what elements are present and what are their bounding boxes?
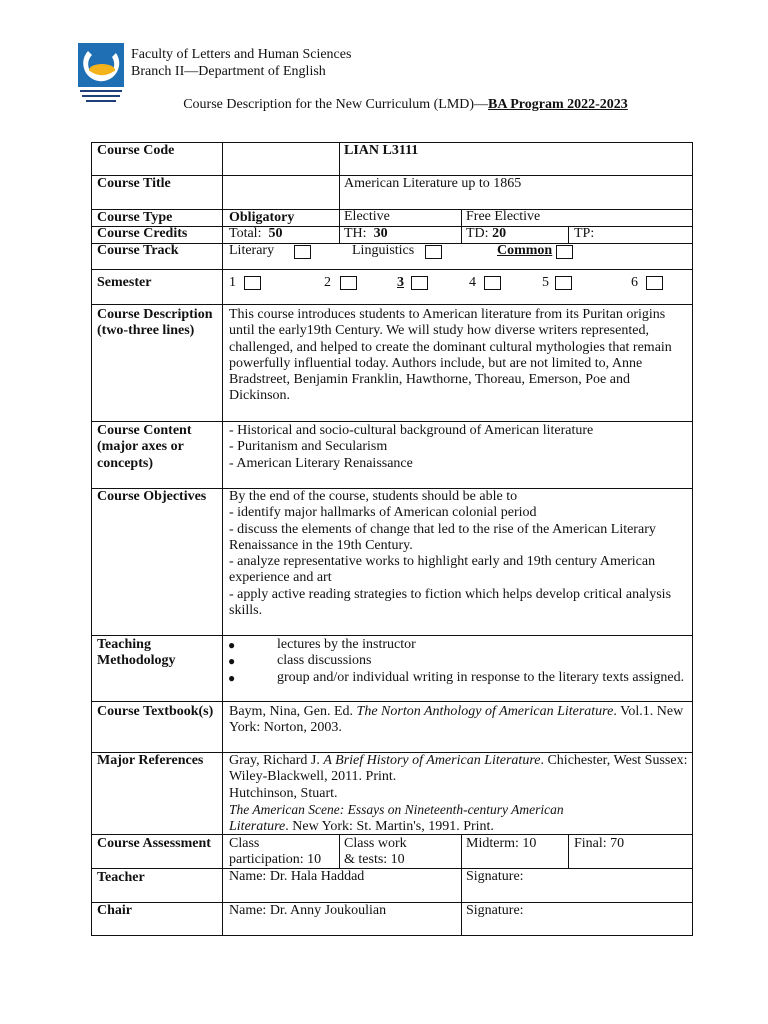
textbook-author: Baym, Nina, Gen. Ed. — [229, 704, 357, 719]
track-option-literary: Literary — [229, 243, 275, 258]
bullet-icon: ● — [228, 671, 236, 685]
reference-2-title-end: Literature — [229, 819, 286, 835]
semester-label: Semester — [97, 275, 152, 290]
semester-2-checkbox[interactable] — [340, 276, 357, 290]
objective-line: skills. — [229, 603, 263, 619]
objective-line: By the end of the course, students should be able to — [229, 489, 518, 504]
document-title-prefix: Course Description for the New Curriculum (LMD)— — [183, 97, 489, 112]
textbook-line-2: York: Norton, 2003. — [229, 720, 342, 736]
course-objectives-label: Course Objectives — [97, 489, 207, 504]
class-work-line: Class work — [344, 836, 407, 851]
textbook-volume: . Vol.1. New — [613, 704, 684, 719]
assessment-final: Final: 70 — [574, 836, 625, 851]
description-line: until the early19th Century. We will study how diverse writers represented, — [229, 323, 649, 339]
course-content-label — [97, 423, 192, 472]
objective-line: - discuss the elements of change that led to the rise of the American Literary — [229, 521, 656, 537]
content-item: - Historical and socio-cultural background of American literature — [229, 423, 594, 438]
reference-2-line-3 — [229, 819, 691, 835]
credits-th — [344, 226, 388, 242]
reference-2-line-2 — [229, 802, 691, 819]
course-description-sublabel: (two-three lines) — [97, 323, 195, 338]
teaching-methodology-label — [97, 637, 176, 670]
textbook-title: The Norton Anthology of American Literature — [356, 704, 614, 719]
chair-label: Chair — [97, 903, 132, 918]
course-type-label: Course Type — [97, 210, 173, 225]
reference-2-title: The American Scene: Essays on Nineteenth-century American — [229, 801, 564, 817]
semester-1-checkbox[interactable] — [244, 276, 261, 290]
program-name: BA Program 2022-2023 — [488, 97, 628, 112]
course-objectives-list — [229, 489, 689, 619]
teacher-signature: Signature: — [466, 869, 524, 884]
methodology-item: class discussions — [277, 653, 372, 668]
assessment-class-participation — [229, 836, 321, 869]
chair-signature: Signature: — [466, 903, 524, 918]
semester-4: 4 — [469, 275, 476, 290]
branch-department: Branch II—Department of English — [131, 64, 326, 79]
semester-2: 2 — [324, 275, 331, 290]
credits-total — [229, 226, 282, 242]
semester-4-checkbox[interactable] — [484, 276, 501, 290]
faculty-name: Faculty of Letters and Human Sciences — [131, 47, 352, 62]
course-content-label-line: (major axes or — [97, 439, 184, 455]
major-references-text — [229, 753, 691, 835]
description-line: challenged, and helped to create the dominant cultural mythologies that remain — [229, 339, 672, 355]
semester-5-checkbox[interactable] — [555, 276, 572, 290]
teacher-name: Name: Dr. Hala Haddad — [229, 869, 365, 884]
reference-1-title: A Brief History of American Literature — [323, 753, 541, 768]
bullet-icon: ● — [228, 654, 236, 668]
reference-1-publisher: . Chichester, West Sussex: — [540, 753, 688, 768]
credits-tp — [574, 226, 594, 242]
course-description-label: Course Description — [97, 307, 213, 322]
type-option-free-elective: Free Elective — [466, 209, 541, 224]
content-item: - Puritanism and Secularism — [229, 439, 388, 455]
reference-1-author: Gray, Richard J. — [229, 753, 324, 768]
course-textbook-text — [229, 704, 689, 737]
teacher-label: Teacher — [97, 870, 145, 885]
reference-1-line-1 — [229, 753, 691, 769]
teaching-methodology-label-line: Methodology — [97, 653, 176, 669]
objective-line: - identify major hallmarks of American colonial period — [229, 505, 537, 521]
major-references-label: Major References — [97, 753, 204, 768]
credits-total-label: Total: — [229, 226, 262, 241]
course-content-label-line: concepts) — [97, 455, 153, 471]
credits-th-value: 30 — [373, 226, 388, 241]
course-title-value: American Literature up to 1865 — [344, 176, 522, 191]
methodology-item: group and/or individual writing in response to the literary texts assigned. — [277, 670, 685, 685]
objective-line: - analyze representative works to highlight early and 19th century American — [229, 554, 656, 570]
bullet-icon: ● — [228, 638, 236, 652]
course-assessment-label: Course Assessment — [97, 836, 211, 851]
course-content-label-line: Course Content — [97, 423, 192, 438]
course-title-label: Course Title — [97, 176, 171, 191]
objective-line: - apply active reading strategies to fiction which helps develop critical analysis — [229, 586, 672, 602]
credits-td-label: TD: — [466, 226, 489, 241]
credits-tp-label: TP: — [574, 226, 595, 241]
class-work-line: & tests: 10 — [344, 852, 405, 868]
assessment-midterm: Midterm: 10 — [466, 836, 537, 851]
course-code-value: LIAN L3111 — [344, 143, 419, 158]
description-line: Bradstreet, Benjamin Franklin, Hawthorne, Thoreau, Emerson, Poe and — [229, 372, 630, 388]
assessment-class-work — [344, 836, 407, 869]
semester-1: 1 — [229, 275, 236, 290]
track-option-linguistics: Linguistics — [352, 243, 415, 258]
semester-6-checkbox[interactable] — [646, 276, 663, 290]
semester-6: 6 — [631, 275, 638, 290]
course-content-list — [229, 423, 593, 472]
reference-2-line-1: Hutchinson, Stuart. — [229, 785, 338, 801]
description-line: Dickinson. — [229, 388, 291, 404]
course-code-label: Course Code — [97, 143, 175, 158]
chair-name: Name: Dr. Anny Joukoulian — [229, 903, 387, 918]
textbook-line-1 — [229, 704, 689, 720]
course-textbook-label: Course Textbook(s) — [97, 704, 214, 719]
credits-td-value: 20 — [492, 226, 507, 241]
class-participation-line: Class — [229, 836, 260, 851]
teaching-methodology-label-line: Teaching — [97, 637, 151, 652]
track-option-common: Common — [497, 243, 553, 258]
type-option-obligatory: Obligatory — [229, 210, 295, 225]
credits-th-label: TH: — [344, 226, 367, 241]
reference-1-line-2: Wiley-Blackwell, 2011. Print. — [229, 769, 397, 785]
credits-total-value: 50 — [268, 226, 283, 241]
description-line: powerfully influential today. Authors include, but are not limited to, Anne — [229, 355, 643, 371]
reference-2-publisher: . New York: St. Martin's, 1991. Print. — [285, 819, 494, 835]
semester-5: 5 — [542, 275, 549, 290]
track-linguistics-checkbox[interactable] — [425, 245, 442, 259]
methodology-item: lectures by the instructor — [277, 637, 416, 652]
objective-line: experience and art — [229, 570, 332, 586]
document-title — [0, 97, 768, 113]
course-track-label: Course Track — [97, 243, 179, 258]
objective-line: Renaissance in the 19th Century. — [229, 537, 413, 553]
semester-3-checkbox[interactable] — [411, 276, 428, 290]
class-participation-line: participation: 10 — [229, 852, 322, 868]
credits-td — [466, 226, 506, 242]
type-option-elective: Elective — [344, 209, 390, 224]
semester-3: 3 — [397, 275, 404, 290]
course-description-text — [229, 307, 689, 405]
description-line: This course introduces students to American literature from its Puritan origins — [229, 307, 666, 322]
track-common-checkbox[interactable] — [556, 245, 573, 259]
course-credits-label: Course Credits — [97, 226, 188, 241]
track-literary-checkbox[interactable] — [294, 245, 311, 259]
content-item: - American Literary Renaissance — [229, 455, 413, 471]
